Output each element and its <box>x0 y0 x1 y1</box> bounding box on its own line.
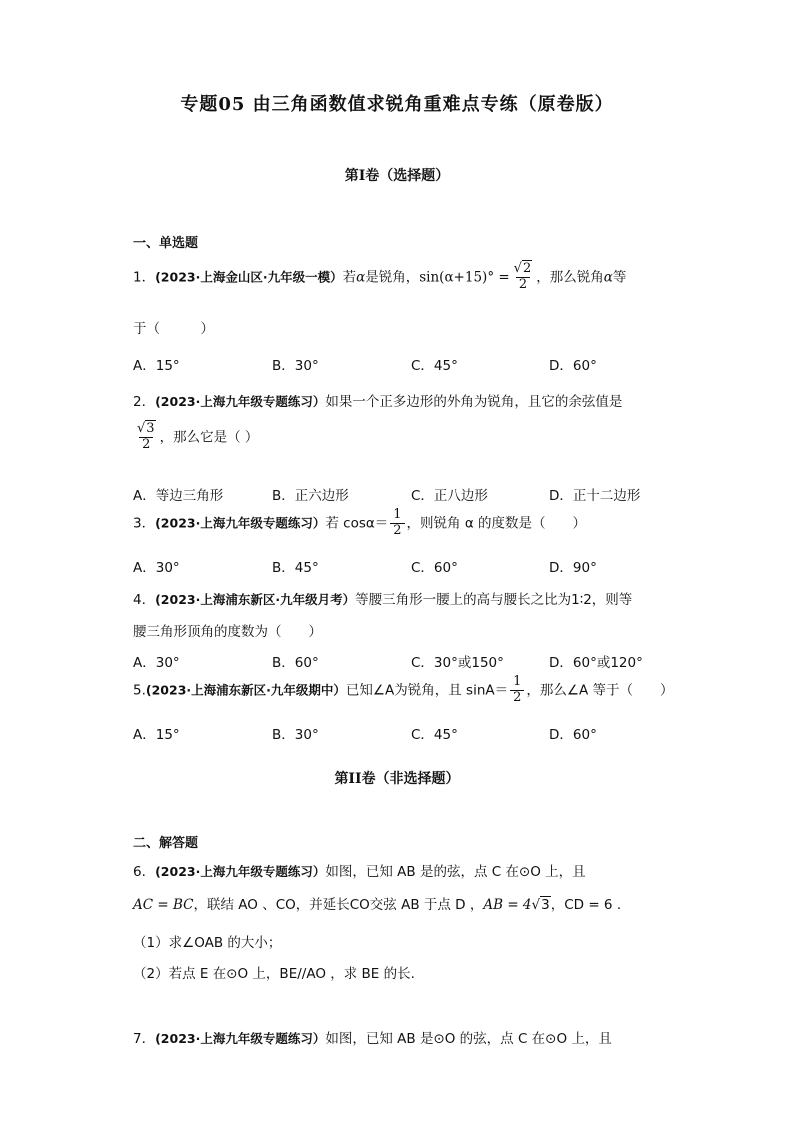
question-text: ，CD = 6 . <box>550 897 622 913</box>
question-1 <box>133 262 626 293</box>
question-4 <box>133 588 632 608</box>
option-d: D．90° <box>549 560 597 576</box>
fraction-denominator: 2 <box>516 277 530 293</box>
option-d: D．60°或120° <box>549 655 643 671</box>
fraction: $\frac{√3}{2}$ <box>137 421 155 452</box>
question-text: 等 <box>612 269 627 286</box>
math-symbol: α <box>603 269 613 286</box>
section-answer-heading: 二、解答题 <box>133 836 199 851</box>
option-c: C．45° <box>411 358 458 374</box>
option-a: A．30° <box>133 560 180 576</box>
question-number: 2． <box>133 394 156 410</box>
question-text: ，那么它是（ ） <box>159 429 259 446</box>
question-number: 5. <box>133 682 146 699</box>
option-a: A．15° <box>133 358 180 374</box>
question-source: (2023·上海九年级专题练习） <box>155 394 326 409</box>
question-number: 1． <box>133 269 156 286</box>
fraction <box>510 675 524 706</box>
question-text: ，那么锐角 <box>536 269 604 286</box>
fraction-numerator: 3 <box>146 421 155 436</box>
radicand: 3 <box>541 897 550 913</box>
part-two-heading: 第II卷（非选择题） <box>334 771 460 787</box>
option-d: D．正十二边形 <box>549 488 641 504</box>
fraction: $\frac{√2}{2}$ <box>513 261 532 292</box>
math-symbol: α <box>356 269 366 286</box>
question-text: ，那么∠A 等于（ ） <box>526 682 674 699</box>
question-text: 若 <box>342 269 357 286</box>
document-title: 专题05 由三角函数值求锐角重难点专练（原卷版） <box>180 94 614 115</box>
question-source: (2023·上海浦东新区·九年级月考） <box>155 592 356 607</box>
question-number: 3． <box>133 515 156 532</box>
section-single-choice-heading: 一、单选题 <box>133 236 199 251</box>
fraction-denominator: 2 <box>390 523 404 539</box>
option-c: C．30°或150° <box>411 655 504 671</box>
option-c: C．45° <box>411 727 458 743</box>
question-4-line2: 腰三角形顶角的度数为（ ） <box>133 624 322 640</box>
option-a: A．30° <box>133 655 180 671</box>
question-text: 是锐角， <box>365 269 420 286</box>
sub-question-2: （2）若点 E 在⊙O 上，BE//AO ，求 BE 的长. <box>133 966 415 982</box>
question-7 <box>133 1027 612 1047</box>
question-number: 6． <box>133 864 156 880</box>
option-c: C．60° <box>411 560 458 576</box>
question-1-line2: 于（ ） <box>133 321 214 337</box>
fraction-numerator: 1 <box>513 674 522 689</box>
option-b: B．30° <box>272 358 319 374</box>
question-text: 如图，已知 AB 是⊙O 的弦，点 C 在⊙O 上，且 <box>325 1031 612 1047</box>
question-6 <box>133 860 586 880</box>
question-source: (2023·上海浦东新区·九年级期中） <box>145 682 346 698</box>
question-number: 7． <box>133 1031 156 1047</box>
question-5 <box>133 675 674 706</box>
question-3 <box>133 508 586 539</box>
question-text: 已知∠A为锐角，且 sinA＝ <box>345 682 509 699</box>
fraction-denominator: 2 <box>139 437 153 453</box>
question-source: (2023·上海金山区·九年级一模） <box>155 269 343 285</box>
option-b: B．45° <box>272 560 319 576</box>
question-6-line2 <box>133 893 621 913</box>
fraction-denominator: 2 <box>510 690 524 706</box>
math-formula: AC = BC <box>133 897 194 913</box>
question-2 <box>133 390 622 410</box>
option-c: C．正八边形 <box>411 488 488 504</box>
option-d: D．60° <box>549 358 597 374</box>
fraction-numerator: 2 <box>522 261 532 276</box>
question-text: 若 cosα＝ <box>325 515 389 532</box>
math-formula: AB = 4 <box>483 897 532 913</box>
fraction <box>390 508 404 539</box>
question-text: 等腰三角形一腰上的高与腰长之比为1∶2，则等 <box>355 592 633 608</box>
part-one-heading: 第I卷（选择题） <box>344 168 450 184</box>
option-d: D．60° <box>549 727 597 743</box>
question-number: 4． <box>133 592 156 608</box>
option-a: A．等边三角形 <box>133 488 224 504</box>
question-source: (2023·上海九年级专题练习） <box>155 864 326 879</box>
fraction-numerator: 1 <box>393 507 402 522</box>
question-text: ，则锐角 α 的度数是（ ） <box>406 515 587 532</box>
question-text: 如图，已知 AB 是的弦，点 C 在⊙O 上，且 <box>325 864 586 880</box>
square-root: √3 <box>531 897 550 913</box>
option-b: B．30° <box>272 727 319 743</box>
option-b: B．60° <box>272 655 319 671</box>
question-2-line2 <box>133 422 258 453</box>
question-source: (2023·上海九年级专题练习） <box>155 1031 326 1046</box>
question-text: 如果一个正多边形的外角为锐角，且它的余弦值是 <box>325 394 623 410</box>
sub-question-1: （1）求∠OAB 的大小； <box>133 935 282 951</box>
option-a: A．15° <box>133 727 180 743</box>
math-formula: sin(α+15)° = <box>419 269 510 286</box>
option-b: B．正六边形 <box>272 488 349 504</box>
question-source: (2023·上海九年级专题练习） <box>155 515 326 531</box>
question-text: ，联结 AO 、CO，并延长CO交弦 AB 于点 D ， <box>193 897 484 913</box>
